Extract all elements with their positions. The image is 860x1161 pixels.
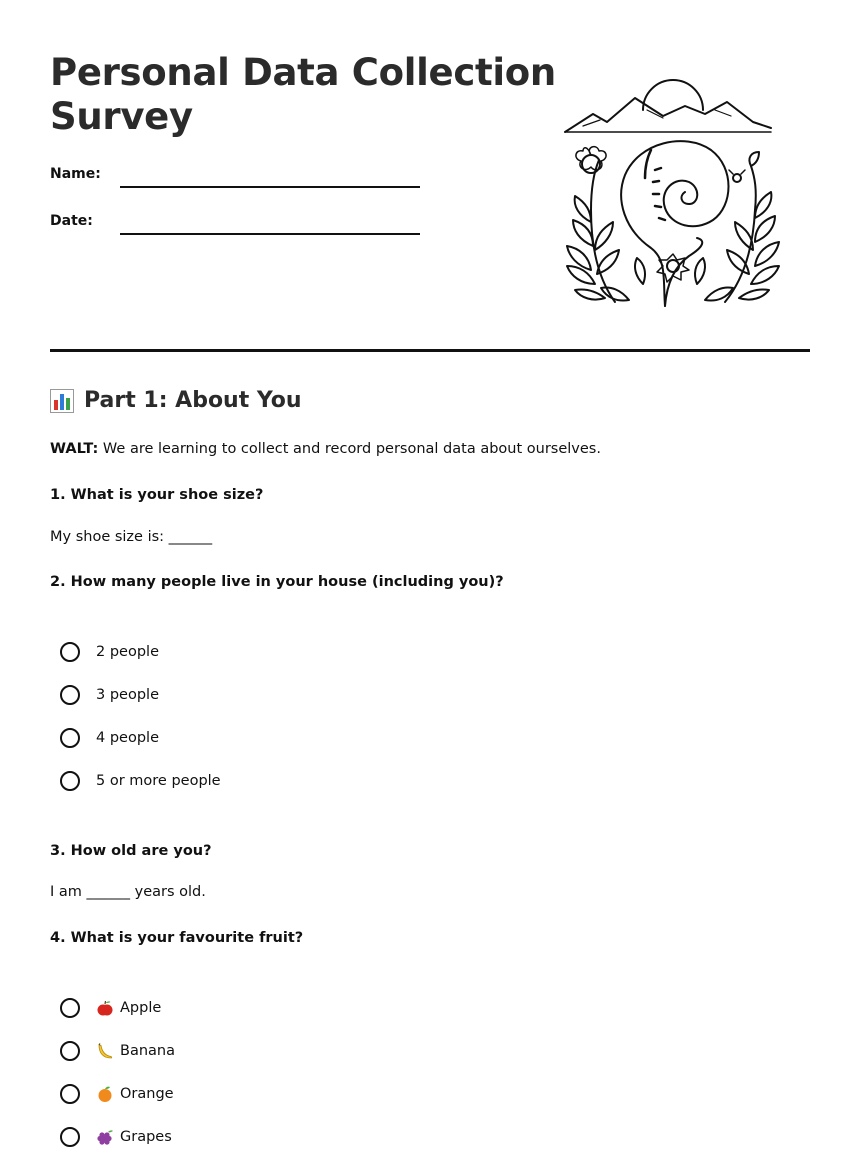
- apple-icon: [96, 999, 114, 1017]
- question-3: 3. How old are you?: [50, 843, 212, 859]
- option-label: Banana: [120, 1043, 175, 1059]
- radio-button[interactable]: [60, 1127, 80, 1147]
- radio-button[interactable]: [60, 685, 80, 705]
- orange-icon: [96, 1085, 114, 1103]
- option-label: Apple: [120, 1000, 162, 1016]
- fruit-option[interactable]: [60, 1039, 175, 1063]
- part-1-heading: [50, 388, 302, 413]
- walt-text: We are learning to collect and record personal data about ourselves.: [98, 441, 601, 457]
- option-label: Orange: [120, 1086, 174, 1102]
- question-1: 1. What is your shoe size?: [50, 487, 264, 503]
- banana-icon: [96, 1042, 114, 1060]
- age-answer[interactable]: I am ______ years old.: [50, 884, 206, 900]
- household-option[interactable]: [60, 640, 159, 664]
- date-input-line[interactable]: [120, 233, 420, 235]
- page-title: Personal Data Collection Survey: [50, 51, 556, 138]
- household-option[interactable]: [60, 769, 221, 793]
- radio-button[interactable]: [60, 771, 80, 791]
- fruit-option[interactable]: [60, 1125, 172, 1149]
- option-label: 5 or more people: [96, 773, 221, 789]
- question-2: 2. How many people live in your house (including you)?: [50, 574, 504, 590]
- name-label: Name:: [50, 166, 101, 182]
- radio-button[interactable]: [60, 998, 80, 1018]
- option-label: 2 people: [96, 644, 159, 660]
- walt-statement: [50, 441, 601, 457]
- shoe-size-answer[interactable]: My shoe size is: ______: [50, 529, 213, 545]
- option-label: 4 people: [96, 730, 159, 746]
- question-4: 4. What is your favourite fruit?: [50, 930, 304, 946]
- fruit-option[interactable]: [60, 996, 161, 1020]
- radio-button[interactable]: [60, 728, 80, 748]
- grapes-icon: [96, 1128, 114, 1146]
- radio-button[interactable]: [60, 1041, 80, 1061]
- date-label: Date:: [50, 213, 93, 229]
- radio-button[interactable]: [60, 642, 80, 662]
- radio-button[interactable]: [60, 1084, 80, 1104]
- bar-chart-icon: [50, 389, 74, 413]
- fruit-option[interactable]: [60, 1082, 174, 1106]
- name-input-line[interactable]: [120, 186, 420, 188]
- household-option[interactable]: [60, 683, 159, 707]
- option-label: 3 people: [96, 687, 159, 703]
- option-label: Grapes: [120, 1129, 172, 1145]
- household-option[interactable]: [60, 726, 159, 750]
- decorative-illustration-icon: [555, 70, 790, 322]
- walt-label: WALT:: [50, 441, 99, 457]
- section-divider: [50, 349, 810, 352]
- part-1-title: Part 1: About You: [84, 388, 302, 413]
